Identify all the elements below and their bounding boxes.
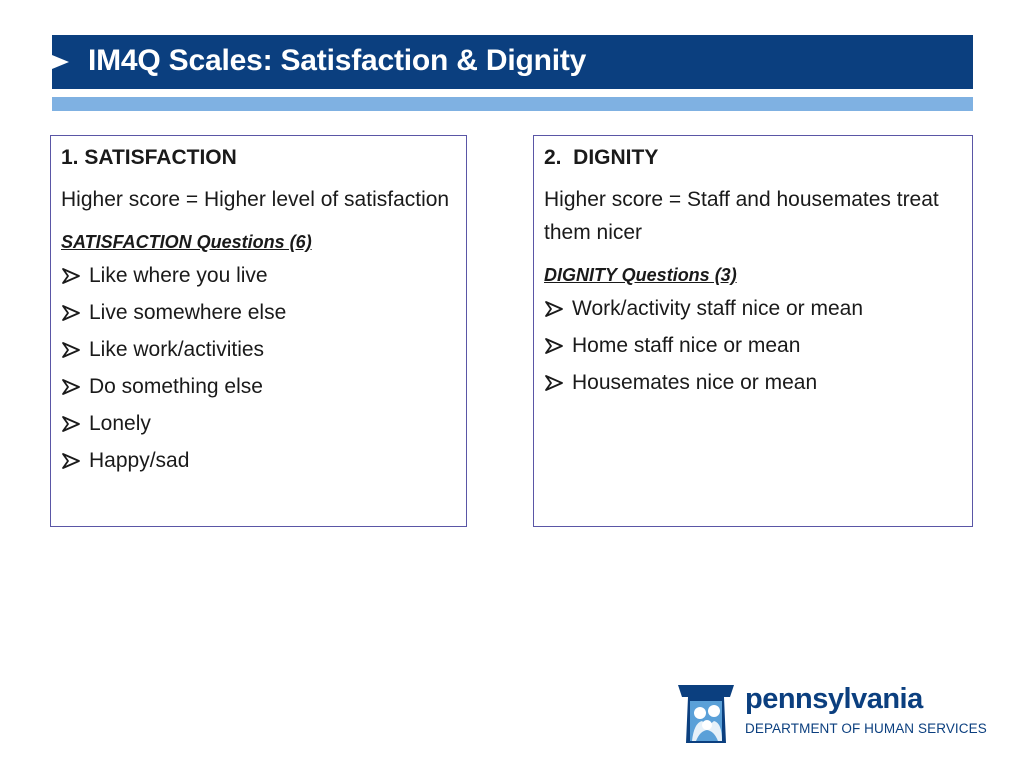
list-item [61,368,456,405]
page-title: IM4Q Scales: Satisfaction & Dignity [88,44,587,77]
satisfaction-panel [50,135,467,527]
arrow-bullet-icon [544,374,564,392]
satisfaction-description: Higher score = Higher level of satisfaction [61,188,450,211]
dignity-description: Higher score = Staff and housemates treat them nicer [544,188,939,244]
list-item [61,294,456,331]
satisfaction-questions-heading: SATISFACTION Questions (6) [61,232,312,252]
arrow-bullet-icon [61,341,81,359]
list-item [544,327,962,364]
list-item [61,405,456,442]
list-item-label: Do something else [89,375,263,398]
pa-dhs-logo [674,683,987,745]
list-item-label: Live somewhere else [89,301,287,324]
list-item-label: Housemates nice or mean [572,371,818,394]
arrow-bullet-icon [61,415,81,433]
list-item-label: Happy/sad [89,449,190,472]
keystone-family-icon [674,683,738,745]
dignity-questions-heading: DIGNITY Questions (3) [544,265,737,285]
dignity-panel [533,135,973,527]
arrow-bullet-icon [61,304,81,322]
list-item [61,257,456,294]
arrow-bullet-icon [544,337,564,355]
logo-department: DEPARTMENT OF HUMAN SERVICES [745,721,987,736]
arrow-bullet-icon [61,452,81,470]
logo-name: pennsylvania [745,683,923,715]
dignity-question-list [544,290,962,401]
list-item [61,442,456,479]
list-item-label: Home staff nice or mean [572,334,801,357]
list-item-label: Work/activity staff nice or mean [572,297,863,320]
header-rule [52,97,973,111]
dignity-heading: 2. DIGNITY [544,146,659,169]
satisfaction-question-list [61,257,456,479]
list-item-label: Like where you live [89,264,268,287]
arrow-bullet-icon [61,378,81,396]
title-bar [52,35,973,89]
satisfaction-heading: 1. SATISFACTION [61,146,237,169]
list-item [544,364,962,401]
arrow-bullet-icon [61,267,81,285]
list-item [544,290,962,327]
list-item-label: Like work/activities [89,338,265,361]
title-arrow-icon [52,55,69,69]
list-item-label: Lonely [89,412,151,435]
list-item [61,331,456,368]
arrow-bullet-icon [544,300,564,318]
